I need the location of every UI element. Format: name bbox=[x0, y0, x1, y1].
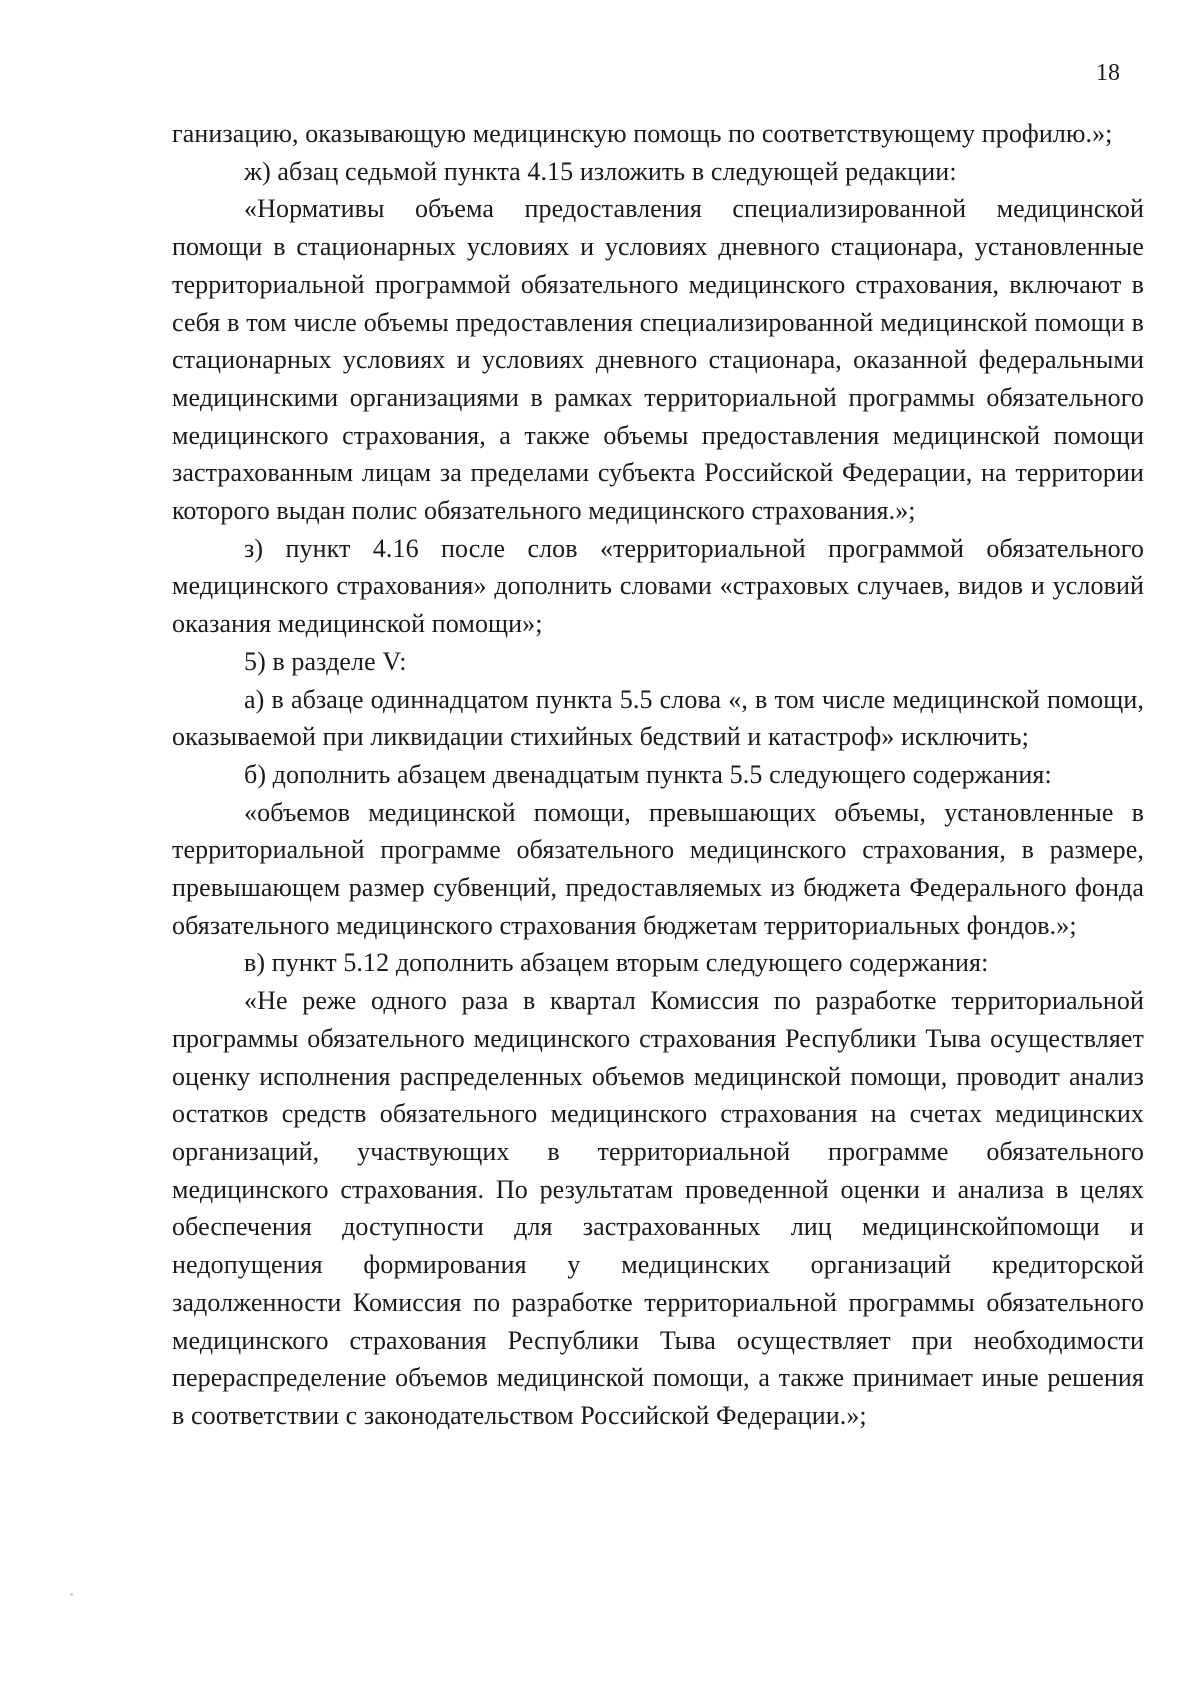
paragraph-quote-commission: «Не реже одного раза в квартал Комиссия по разработке территориальной программы обязательного медицинского страхования Республики Тыва осуществляет оценку исполнения распределенных объемов медицинской помощи, проводит анализ остатков средств обязательного медицинского страхования на счетах медицинских организаций, участвующих в территориальной программе обязательного медицинского страхования. По результатам проведенной оценки и анализа в целях обеспечения доступности для застрахованных лиц медицинскойпомощи и недопущения формирования у медицинских организаций кредиторской задолженности Комиссия по разработке территориальной программы обязательного медицинского страхования Республики Тыва осуществляет при необходимости перераспределение объемов медицинской помощи, а также принимает иные решения в соответствии с законодательством Российской Федерации.»; bbox=[172, 986, 1144, 1430]
paragraph-quote-volumes: «объемов медицинской помощи, превышающих объемы, установленные в территориальной программе обязательного медицинского страхования, в размере, превышающем размер субвенций, предоставляемых из бюджета Федерального фонда обязательного медицинского страхования бюджетам территориальных фондов.»; bbox=[172, 797, 1144, 940]
paragraph-quote-normatives: «Нормативы объема предоставления специализированной медицинской помощи в стационарных условиях и условиях дневного стационара, установленные территориальной программой обязательного медицинского страхования, включают в себя в том числе объемы предоставления специализированной медицинской помощи в стационарных условиях и условиях дневного стационара, оказанной федеральными медицинскими организациями в рамках территориальной программы обязательного медицинского страхования, а также объемы предоставления медицинской помощи застрахованным лицам за пределами субъекта Российской Федерации, на территории которого выдан полис обязательного медицинского страхования.»; bbox=[172, 194, 1144, 526]
paragraph-item-zh: ж) абзац седьмой пункта 4.15 изложить в следующей редакции: bbox=[244, 156, 957, 186]
scan-artifact bbox=[70, 1593, 73, 1596]
paragraph-item-v: в) пункт 5.12 дополнить абзацем вторым следующего содержания: bbox=[244, 948, 989, 978]
paragraph-item-z: з) пункт 4.16 после слов «территориальной программой обязательного медицинского страхования» дополнить словами «страховых случаев, видов и условий оказания медицинской помощи»; bbox=[172, 533, 1144, 639]
paragraph-item-b: б) дополнить абзацем двенадцатым пункта 5.5 следующего содержания: bbox=[244, 759, 1052, 789]
paragraph-item-a: а) в абзаце одиннадцатом пункта 5.5 слова «, в том числе медицинской помощи, оказываемой при ликвидации стихийных бедствий и катастроф» исключить; bbox=[172, 684, 1144, 752]
paragraph-continuation: ганизацию, оказывающую медицинскую помощь по соответствующему профилю.»; bbox=[172, 119, 1113, 148]
document-body bbox=[172, 115, 1144, 1435]
page-number: 18 bbox=[1096, 60, 1120, 86]
paragraph-section-v: 5) в разделе V: bbox=[244, 646, 407, 676]
